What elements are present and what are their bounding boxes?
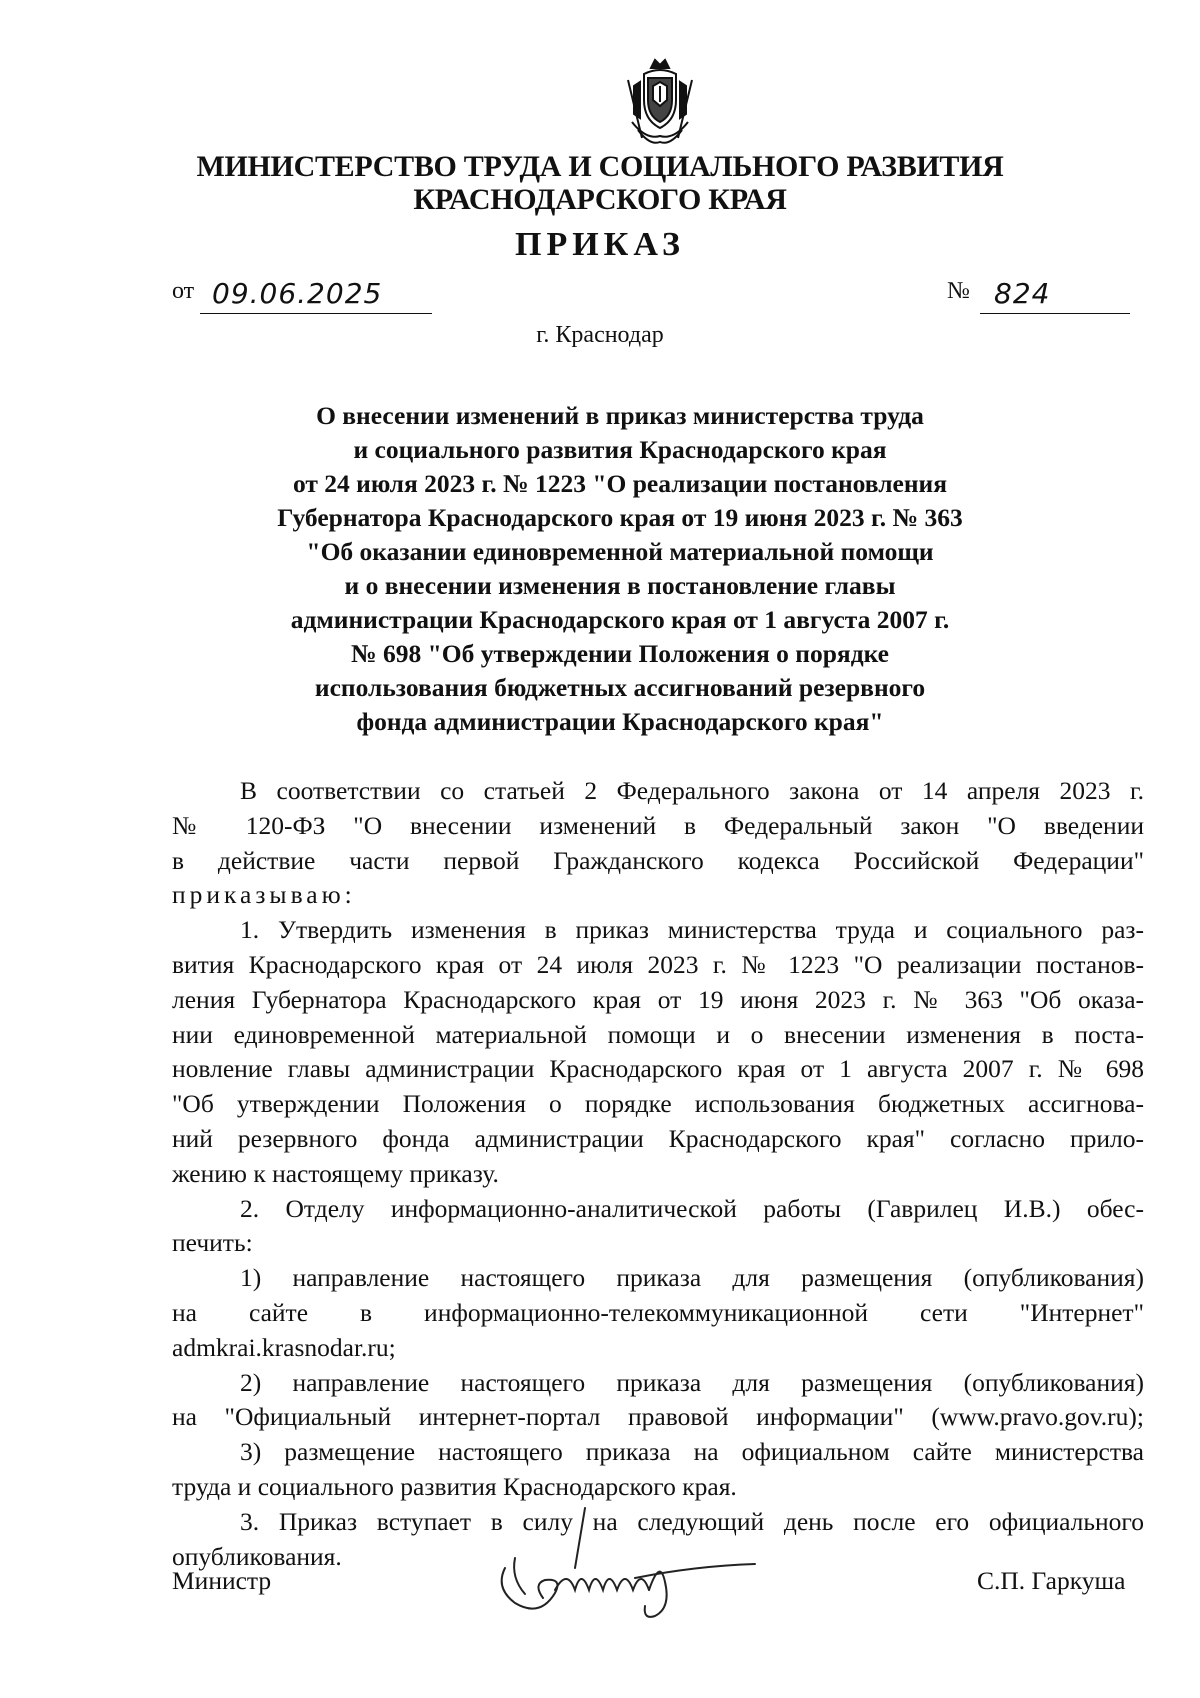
signature-icon [485,1498,785,1628]
body-line: 2. Отделу информационно-аналитической работы (Гаврилец И.В.) обес- [240,1193,1144,1223]
body-line: 3) размещение настоящего приказа на официальном сайте министерства [240,1437,1144,1467]
number-value: 824 [994,277,1051,310]
document-title [220,399,1020,739]
body-line: ления Губернатора Краснодарского края от 19 июня 2023 г. № 363 "Об оказа- [172,984,1144,1014]
signatory-position: Министр [172,1566,272,1595]
body-line: приказываю: [172,880,356,910]
body-line: в действие части первой Гражданского кодекса Российской Федерации" [172,845,1144,875]
body-line: жению к настоящему приказу. [172,1158,499,1188]
body-line: нии единовременной материальной помощи и о внесении изменения в поста- [172,1019,1144,1049]
body-line: 3. Приказ вступает в силу на следующий день после его официального [240,1506,1144,1536]
title-line: администрации Краснодарского края от 1 августа 2007 г. [290,605,950,634]
title-line: "Об оказании единовременной материальной помощи [306,537,934,566]
body-line: печить: [172,1228,253,1258]
ministry-name-line2: КРАСНОДАРСКОГО КРАЯ [413,183,787,216]
ministry-name [0,150,1200,216]
document-body [172,774,1144,1574]
body-line: труда и социального развития Краснодарского края. [172,1471,737,1501]
number-prefix: № [947,278,970,304]
coat-of-arms-icon [624,56,696,150]
title-line: от 24 июля 2023 г. № 1223 "О реализации постановления [292,469,948,498]
title-line: фонда администрации Краснодарского края" [356,707,884,736]
number-underline [980,313,1130,314]
body-line: В соответствии со статьей 2 Федерального закона от 14 апреля 2023 г. [240,776,1144,805]
body-line: 1. Утвердить изменения в приказ министерства труда и социального раз- [240,915,1144,945]
city: г. Краснодар [536,322,664,348]
body-line: новление главы администрации Краснодарского края от 1 августа 2007 г. № 698 [172,1054,1144,1084]
title-line: и о внесении изменения в постановление главы [344,571,896,600]
document-type: ПРИКАЗ [515,226,685,263]
body-line: admkrai.krasnodar.ru; [172,1332,396,1362]
body-line: опубликования. [172,1541,342,1571]
date-prefix: от [172,278,195,304]
date-value: 09.06.2025 [212,277,383,310]
ministry-name-line1: МИНИСТЕРСТВО ТРУДА И СОЦИАЛЬНОГО РАЗВИТИЯ [196,150,1004,183]
body-line: на "Официальный интернет-портал правовой информации" (www.pravo.gov.ru); [172,1402,1144,1432]
date-underline [200,313,432,314]
body-line: вития Краснодарского края от 24 июля 2023 г. № 1223 "О реализации постанов- [172,949,1144,979]
body-line: ний резервного фонда администрации Краснодарского края" согласно прило- [172,1123,1144,1153]
body-line: 2) направление настоящего приказа для размещения (опубликования) [240,1367,1144,1397]
body-line: "Об утверждении Положения о порядке использования бюджетных ассигнова- [172,1089,1144,1119]
title-line: О внесении изменений в приказ министерства труда [316,401,924,430]
title-line: Губернатора Краснодарского края от 19 июня 2023 г. № 363 [277,503,963,532]
title-line: № 698 "Об утверждении Положения о порядке [351,639,889,668]
title-line: и социального развития Краснодарского края [353,435,887,464]
title-line: использования бюджетных ассигнований резервного [314,673,926,702]
body-line: на сайте в информационно-телекоммуникационной сети "Интернет" [172,1297,1144,1327]
body-line: № 120-ФЗ "О внесении изменений в Федеральный закон "О введении [172,810,1144,840]
body-line: 1) направление настоящего приказа для размещения (опубликования) [240,1263,1144,1293]
signatory-name: С.П. Гаркуша [977,1566,1126,1595]
